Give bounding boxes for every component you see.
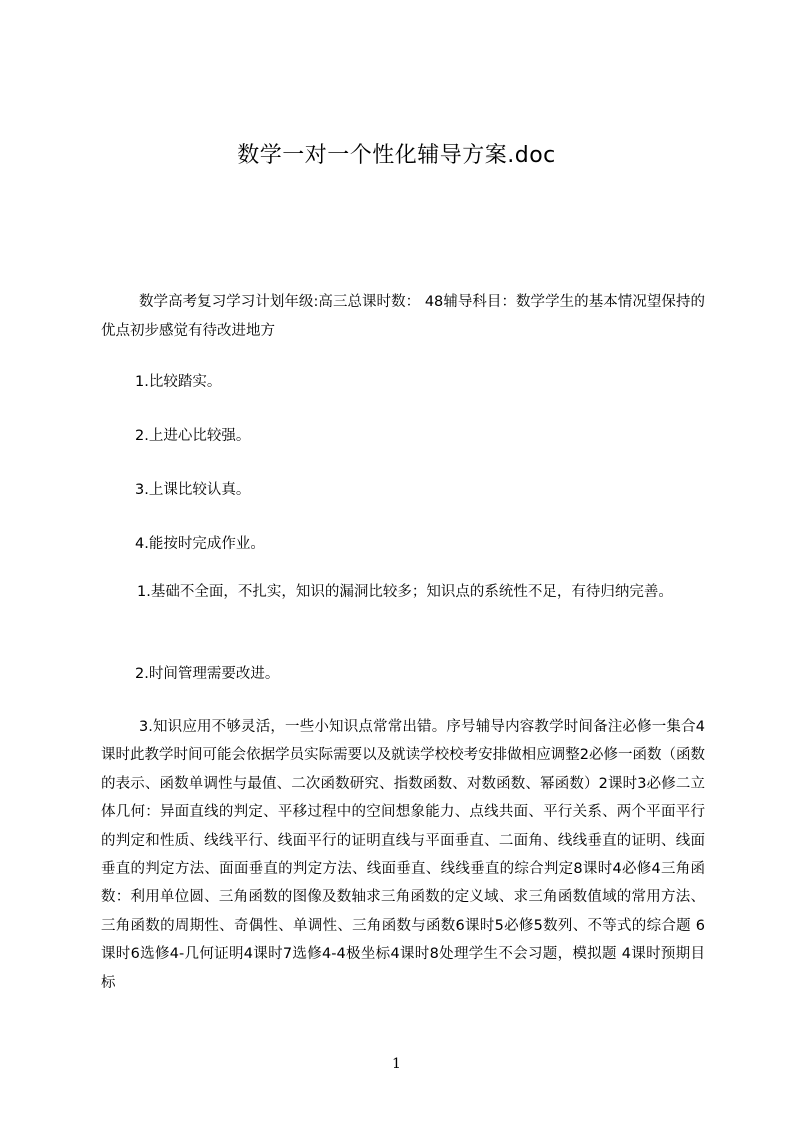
intro-paragraph: 数学高考复习学习计划年级:高三总课时数： 48辅导科目：数学学生的基本情况望保持的优点初步感觉有待改进地方 [101,294,705,339]
strength-item-4: 4.能按时完成作业。 [135,536,265,552]
strength-item-2: 2.上进心比较强。 [135,428,251,444]
strength-item-3: 3.上课比较认真。 [135,482,251,498]
page-number: 1 [392,1056,401,1072]
weakness-item-2: 2.时间管理需要改进。 [135,666,280,682]
weakness-item-1: 1.基础不全面，不扎实，知识的漏洞比较多；知识点的系统性不足，有待归纳完善。 [137,584,673,600]
weakness-item-3: 3.知识应用不够灵活，一些小知识点常常出错。序号辅导内容教学时间备注必修一集合4课时此教学时间可能会依据学员实际需要以及就读学校校考安排做相应调整2必修一函数（函数的表示、函数单调性与最值、二次函数研究、指数函数、对数函数、幂函数）2课时3必修二立体几何：异面直线的判定、平移过程中的空间想象能力、点线共面、平行关系、两个平面平行的判定和性质、线线平行、线面平行的证明直线与平面垂直、二面角、线线垂直的证明、线面垂直的判定方法、面面垂直的判定方法、线面垂直、线线垂直的综合判定8课时4必修4三角函数：利用单位圆、三角函数的图像及数轴求三角函数的定义域、求三角函数值域的常用方法、三角函数的周期性、奇偶性、单调性、三角函数与函数6课时5必修5数列、不等式的综合题 6课时6选修4-几何证明4课时7选修4-4极坐标4课时8处理学生不会习题，模拟题 4课时预期目标 [101,719,705,991]
strength-item-1: 1.比较踏实。 [135,374,222,390]
document-title: 数学一对一个性化辅导方案.doc [237,143,556,168]
